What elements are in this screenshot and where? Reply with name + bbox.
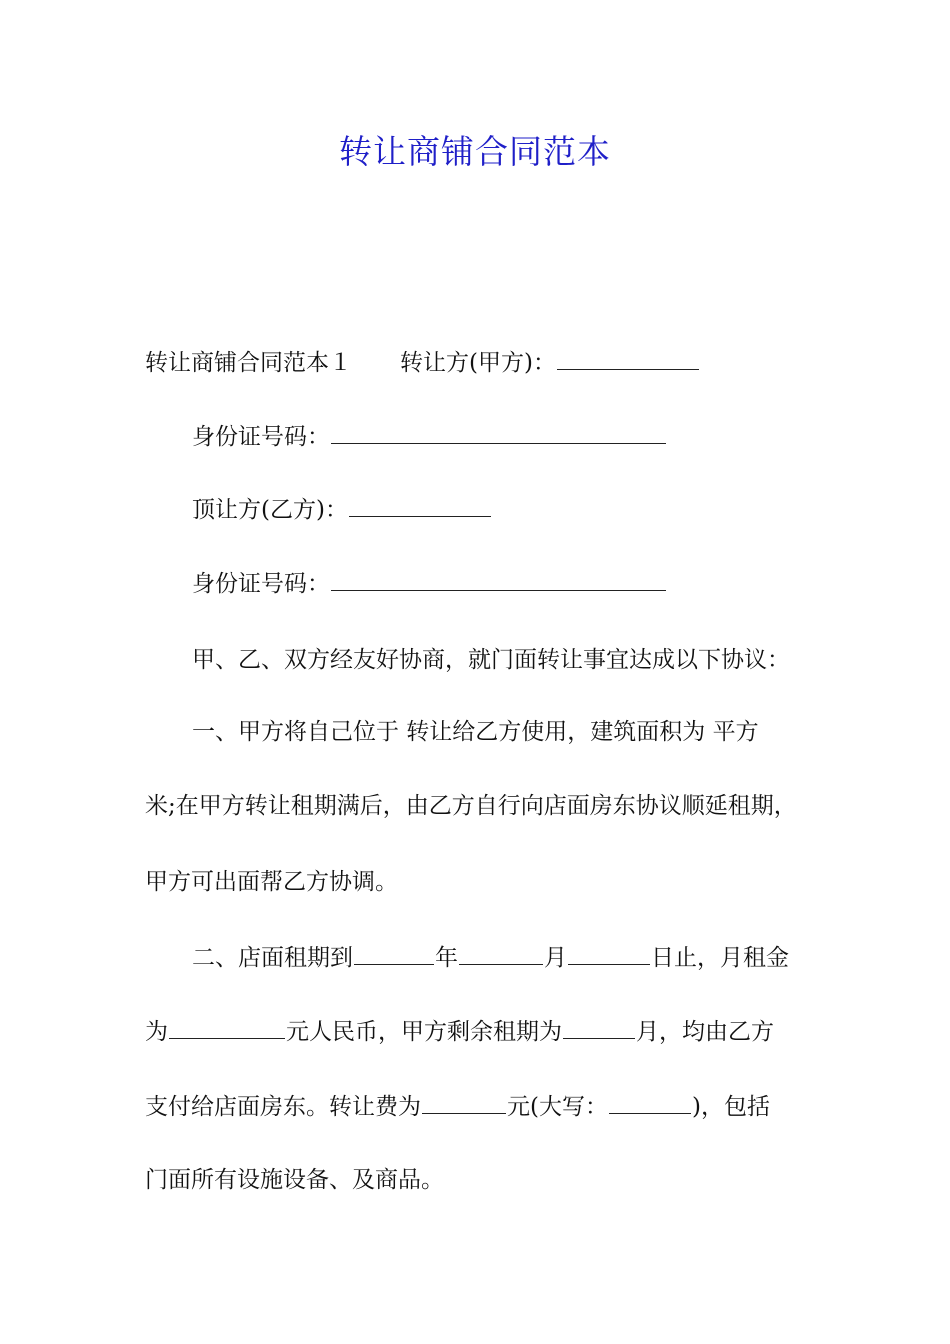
clause2-line4: 门面所有设施设备、及商品。	[145, 1167, 444, 1193]
clause2-text-9: 元(大写：	[507, 1094, 608, 1120]
fee-blank	[422, 1088, 506, 1114]
heading-line	[145, 344, 835, 381]
clause2-text-2: 年	[435, 945, 458, 971]
clause1-line1: 一、甲方将自己位于 转让给乙方使用，建筑面积为 平方	[192, 719, 759, 745]
intro-line: 甲、乙、双方经友好协商，就门面转让事宜达成以下协议：	[192, 647, 790, 673]
year-blank	[354, 939, 434, 965]
clause2-text-1: 二、店面租期到	[192, 945, 353, 971]
fee-uppercase-blank	[609, 1088, 691, 1114]
clause2-line2	[145, 1013, 835, 1050]
id-line-1	[192, 418, 882, 455]
clause2-text-4: 日止，月租金	[651, 945, 789, 971]
remaining-months-blank	[563, 1013, 635, 1039]
document-title: 转让商铺合同范本	[339, 132, 611, 171]
month-blank	[459, 939, 543, 965]
clause1-line3: 甲方可出面帮乙方协调。	[145, 869, 398, 895]
clause2-text-5: 为	[145, 1019, 168, 1045]
id-line-2	[192, 565, 882, 602]
rent-blank	[169, 1013, 285, 1039]
clause2-text-3: 月	[544, 945, 567, 971]
transferor-label: 转让方(甲方)：	[400, 350, 556, 376]
id-blank-2	[331, 565, 666, 591]
clause1-line2: 米;在甲方转让租期满后，由乙方自行向店面房东协议顺延租期，	[145, 793, 797, 819]
transferee-label: 顶让方(乙方)：	[192, 497, 348, 523]
transferee-blank	[349, 491, 491, 517]
id-label-2: 身份证号码：	[192, 571, 330, 597]
day-blank	[568, 939, 650, 965]
clause2-text-8: 支付给店面房东。转让费为	[145, 1094, 421, 1120]
clause2-text-10: )，包括	[691, 1094, 770, 1120]
transferee-line	[192, 491, 882, 528]
clause2-line1	[192, 939, 882, 976]
clause2-line3	[145, 1088, 835, 1125]
clause2-text-7: 月，均由乙方	[636, 1019, 774, 1045]
id-blank-1	[331, 418, 666, 444]
id-label-1: 身份证号码：	[192, 424, 330, 450]
clause2-text-6: 元人民币，甲方剩余租期为	[286, 1019, 562, 1045]
transferor-blank	[557, 344, 699, 370]
contract-heading: 转让商铺合同范本１	[145, 350, 352, 376]
